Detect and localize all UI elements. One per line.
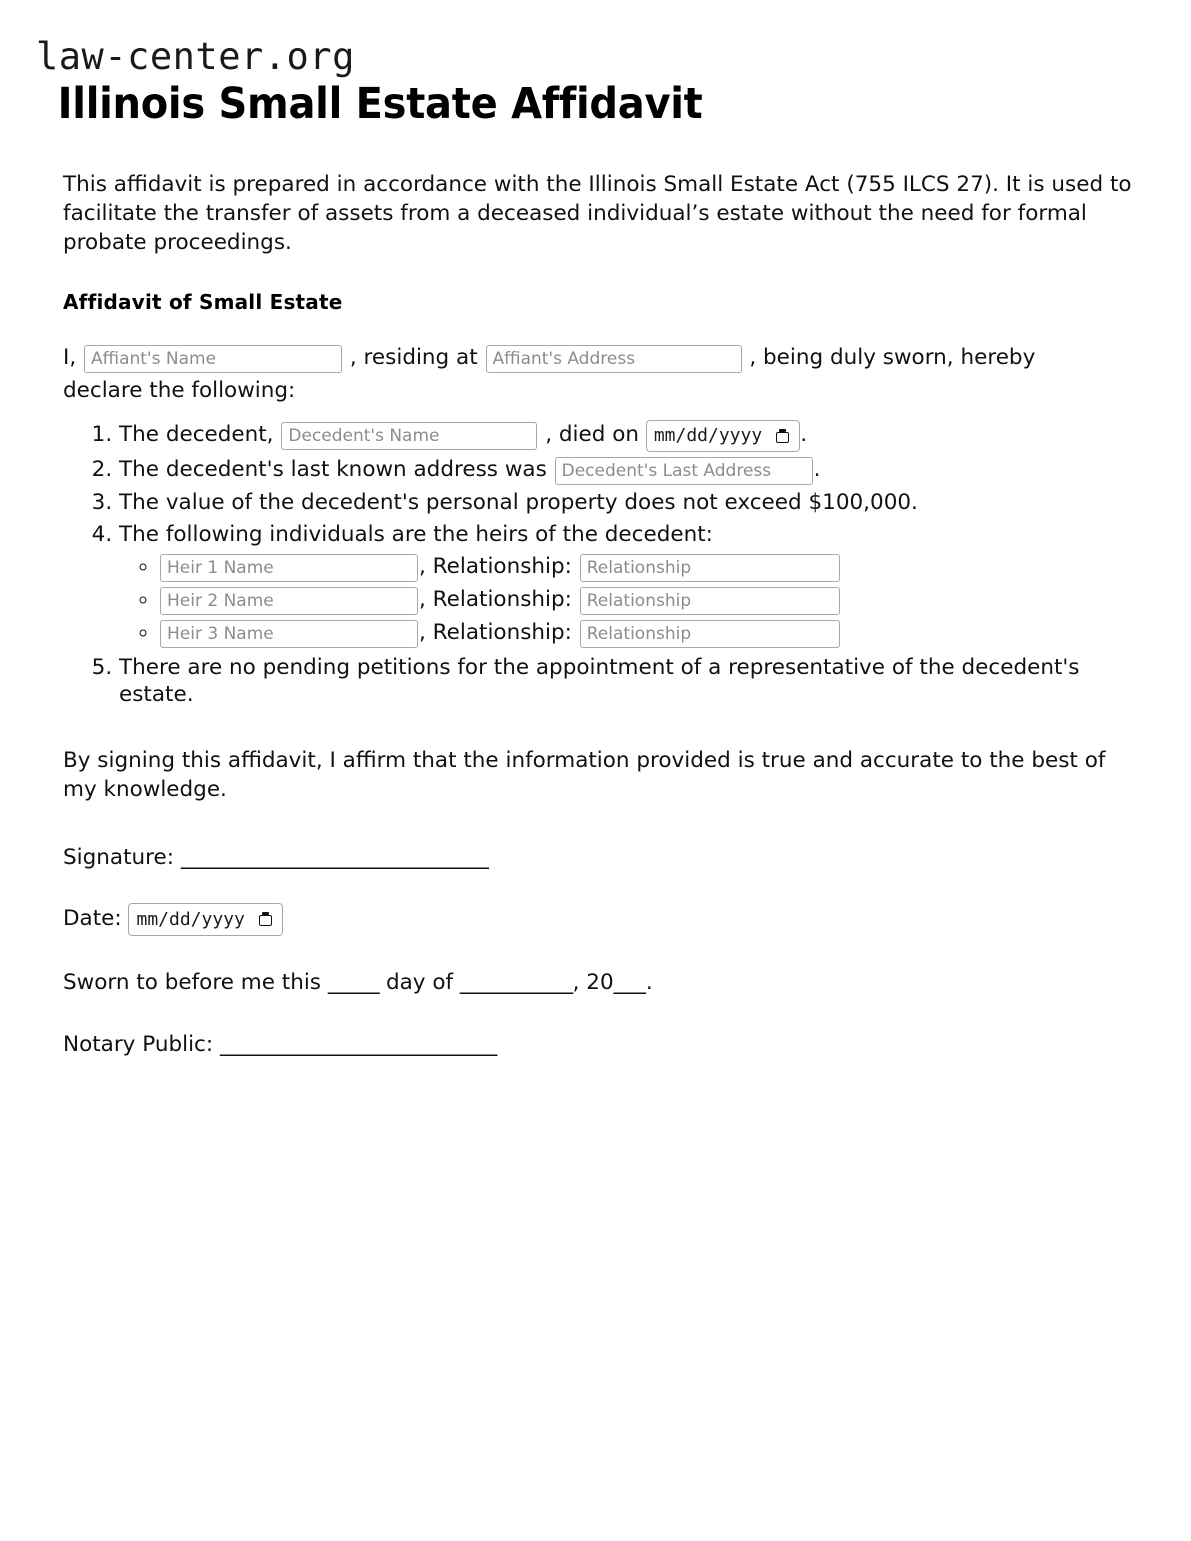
calendar-icon[interactable] (259, 912, 274, 927)
item4-text: The following individuals are the heirs of the decedent: (119, 522, 713, 548)
declaration-item-1 (119, 420, 1143, 452)
declaration-item-4 (119, 520, 1143, 647)
declaration-line-two: declare the following: (63, 378, 296, 403)
decedent-last-address-input[interactable] (555, 457, 813, 485)
list-item (159, 620, 1143, 648)
heir-3-relationship-input[interactable] (580, 620, 840, 648)
declaration-statement (63, 342, 1143, 406)
heir-3-name-input[interactable] (160, 620, 418, 648)
decedent-death-date-input[interactable] (646, 420, 800, 452)
item2-lead: The decedent's last known address was (119, 457, 547, 483)
item1-lead: The decedent, (119, 422, 274, 448)
affirmation-paragraph: By signing this affidavit, I affirm that the information provided is true and accurate to the best of my knowledge. (63, 748, 1106, 803)
decedent-death-date-value: mm/dd/yyyy (653, 425, 763, 447)
item2-end: . (813, 457, 821, 483)
declaration-item-2 (119, 455, 1143, 485)
signature-date-input[interactable] (128, 903, 282, 936)
date-label: Date: (63, 906, 122, 932)
decedent-name-input[interactable] (281, 422, 537, 450)
document-content (0, 171, 1191, 1060)
heir-2-relationship-input[interactable] (580, 587, 840, 615)
list-item (159, 587, 1143, 615)
sworn-day-rule: _____ (327, 970, 380, 996)
item1-mid: , died on (545, 422, 639, 448)
signature-rule: ______________________________ (180, 844, 489, 870)
notary-rule: ___________________________ (219, 1032, 497, 1058)
calendar-icon[interactable] (776, 429, 791, 444)
declarations-list (63, 420, 1143, 709)
affiant-address-input[interactable] (486, 345, 742, 373)
heir-3-relationship-label: , Relationship: (419, 619, 572, 645)
heir-2-name-input[interactable] (160, 587, 418, 615)
notary-label: Notary Public: (63, 1032, 214, 1058)
signature-line (63, 843, 1143, 873)
site-url: law-center.org (36, 35, 355, 78)
list-item (159, 554, 1143, 582)
heir-1-relationship-input[interactable] (580, 554, 840, 582)
declaration-middle: , residing at (349, 344, 478, 370)
sworn-month-rule: ___________ (459, 970, 573, 996)
sworn-statement-line (63, 968, 1143, 998)
date-line (63, 903, 1143, 936)
heir-2-relationship-label: , Relationship: (419, 586, 572, 612)
sworn-year: , 20___. (572, 970, 653, 996)
declaration-item-3: 3. The value of the decedent's personal property does not exceed $100,000. (119, 488, 1143, 517)
signature-label: Signature: (63, 844, 174, 870)
heir-1-name-input[interactable] (160, 554, 418, 582)
page-title: Illinois Small Estate Affidavit (57, 79, 703, 129)
sworn-prefix: Sworn to before me this (63, 970, 321, 996)
signature-date-value: mm/dd/yyyy (136, 909, 245, 931)
declaration-item-5: 5. There are no pending petitions for the appointment of a representative of the decedent's estate. (119, 654, 1143, 710)
affiant-name-input[interactable] (84, 345, 342, 373)
sworn-mid: day of (385, 970, 454, 996)
declaration-prefix: I, (63, 344, 77, 370)
intro-paragraph: This affidavit is prepared in accordance with the Illinois Small Estate Act (755 ILCS 27). It is used to facilitate the transfer of assets from a deceased individual’s estate without the need for formal probate proceedings. (63, 172, 1132, 256)
declaration-suffix: , being duly sworn, hereby (749, 344, 1036, 370)
heir-1-relationship-label: , Relationship: (419, 553, 572, 579)
heirs-list (119, 554, 1143, 648)
item1-end: . (800, 422, 808, 448)
section-heading-affidavit-of-small-estate: Affidavit of Small Estate (63, 289, 343, 314)
notary-line (63, 1030, 1143, 1060)
